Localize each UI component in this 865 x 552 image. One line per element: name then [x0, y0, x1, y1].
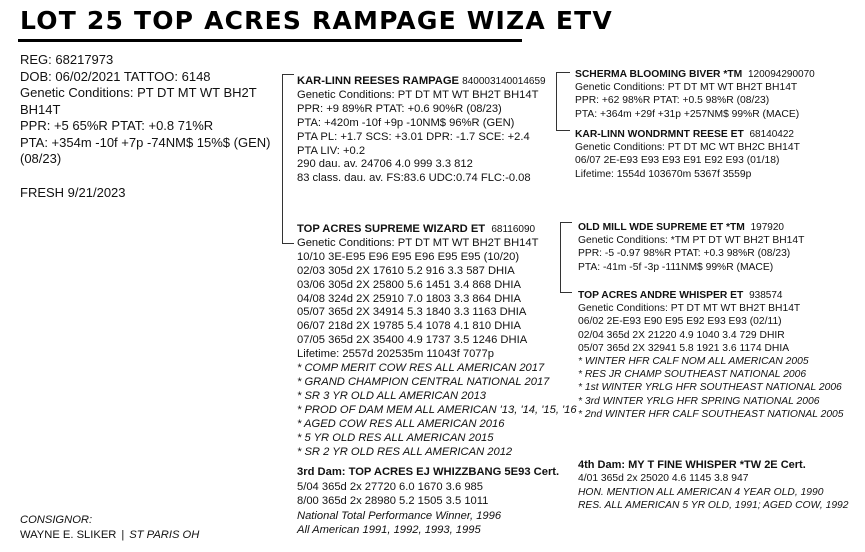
ppr-line: PPR: +5 65%R PTAT: +0.8 71%R [20, 118, 214, 133]
fourth-dam-heading: 4th Dam: MY T FINE WHISPER *TW 2E Cert. [578, 459, 806, 471]
third-dam-block [297, 465, 559, 538]
pedigree-connector [556, 72, 570, 73]
dam-sire-name-text: OLD MILL WDE SUPREME ET *TM [578, 222, 745, 233]
sire-line: PTA PL: +1.7 SCS: +3.01 DPR: -1.7 SCE: +2.4 [297, 130, 530, 143]
pedigree-connector [556, 72, 557, 130]
third-dam-note: National Total Performance Winner, 1996 [297, 509, 502, 522]
sire-line: Genetic Conditions: PT DT MT WT BH2T BH14T [297, 88, 539, 101]
sire-dam-line: 06/07 2E-E93 E93 E93 E91 E92 E93 (01/18) [575, 155, 780, 167]
sire-line: PPR: +9 89%R PTAT: +0.6 90%R (08/23) [297, 102, 502, 115]
dam-dam-honor: * 1st WINTER YRLG HFR SOUTHEAST NATIONAL 2006 [578, 382, 842, 394]
dam-sire-line: PPR: -5 -0.97 98%R PTAT: +0.3 98%R (08/23) [578, 248, 791, 260]
sire-dam-name [575, 128, 800, 141]
sire-sire-line: PPR: +62 98%R PTAT: +0.5 98%R (08/23) [575, 95, 770, 107]
dam-line: 10/10 3E-E95 E96 E95 E96 E95 E95 (10/20) [297, 250, 520, 263]
sire-line: PTA: +420m -10f +9p -10NM$ 96%R (GEN) [297, 116, 515, 129]
dam-sire-line: Genetic Conditions: *TM PT DT WT BH2T BH14T [578, 235, 805, 247]
dam-line: 07/05 365d 2X 35400 4.9 1737 3.5 1246 DHIA [297, 334, 528, 347]
dam-dam-reg: 938574 [749, 290, 783, 301]
dam-sire-line: PTA: -41m -5f -3p -111NM$ 99%R (MACE) [578, 261, 774, 273]
fourth-dam-note: HON. MENTION ALL AMERICAN 4 YEAR OLD, 1990 [578, 486, 824, 498]
dam-honor: * SR 2 YR OLD RES ALL AMERICAN 2012 [297, 445, 513, 458]
third-dam-note: All American 1991, 1992, 1993, 1995 [297, 524, 481, 537]
third-dam-heading: 3rd Dam: TOP ACRES EJ WHIZZBANG 5E93 Cert. [297, 466, 560, 478]
dam-sire-name [578, 221, 804, 234]
consignor-block [20, 513, 199, 543]
dam-honor: * SR 3 YR OLD ALL AMERICAN 2013 [297, 389, 487, 402]
dam-dam-honor: * 2nd WINTER HFR CALF SOUTHEAST NATIONAL 2005 [578, 408, 844, 420]
reg-number: REG: 68217973 [20, 52, 114, 67]
dam-honor: * PROD OF DAM MEM ALL AMERICAN '13, '14, '15, '16 [297, 403, 577, 416]
consignor-location: ST PARIS OH [129, 529, 200, 541]
dam-honor: * COMP MERIT COW RES ALL AMERICAN 2017 [297, 362, 545, 375]
dam-dam-line: 05/07 365d 2X 32941 5.8 1921 3.6 1174 DHIA [578, 342, 790, 354]
dam-line: 06/07 218d 2X 19785 5.4 1078 4.1 810 DHIA [297, 320, 521, 333]
sire-block [297, 75, 546, 186]
consignor-info [20, 528, 199, 543]
sire-sire-line: Genetic Conditions: PT DT MT WT BH2T BH14T [575, 82, 798, 94]
consignor-name: WAYNE E. SLIKER [20, 529, 117, 541]
dam-block [297, 223, 577, 459]
dam-line: Lifetime: 2557d 202535m 11043f 7077p [297, 348, 494, 361]
fresh-date: FRESH 9/21/2023 [20, 184, 126, 200]
dam-line: 05/07 365d 2X 34914 5.3 1840 3.3 1163 DHIA [297, 306, 527, 319]
dam-dam-honor: * 3rd WINTER YRLG HFR SPRING NATIONAL 2006 [578, 395, 820, 407]
dam-dam-line: Genetic Conditions: PT DT MT WT BH2T BH14T [578, 303, 801, 315]
dam-dam-line: 06/02 2E-E93 E90 E95 E92 E93 E93 (02/11) [578, 316, 782, 328]
sire-sire-line: PTA: +364m +29f +31p +257NM$ 99%R (MACE) [575, 108, 800, 120]
dam-dam-honor: * RES JR CHAMP SOUTHEAST NATIONAL 2006 [578, 369, 807, 381]
fourth-dam-line: 4/01 365d 2x 25020 4.6 1145 3.8 947 [578, 473, 749, 485]
dam-name [297, 223, 577, 237]
sire-sire-name [575, 68, 815, 81]
consignor-label: CONSIGNOR: [20, 514, 93, 526]
fourth-dam-block [578, 459, 849, 513]
dam-dam-honor: * WINTER HFR CALF NOM ALL AMERICAN 2005 [578, 356, 809, 368]
spacer [20, 168, 282, 185]
pedigree-connector [282, 74, 294, 75]
dam-dam-line: 02/04 365d 2X 21220 4.9 1040 3.4 729 DHIR [578, 329, 785, 341]
lot-title: LOT 25 TOP ACRES RAMPAGE WIZA ETV [20, 6, 613, 35]
pta-line: PTA: +354m -10f +7p -74NM$ 15%$ (GEN) (08/23) [20, 134, 271, 166]
dam-sire-reg: 197920 [750, 222, 784, 233]
sire-dam-line: Lifetime: 1554d 103670m 5367f 3559p [575, 168, 752, 180]
sire-sire-block [575, 68, 815, 121]
consignor-separator: | [121, 529, 125, 541]
sire-sire-reg: 120094290070 [747, 69, 815, 80]
dam-dam-block [578, 289, 844, 421]
fourth-dam-note: RES. ALL AMERICAN 5 YR OLD, 1991; AGED COW, 1992 [578, 500, 849, 512]
dam-line: Genetic Conditions: PT DT MT WT BH2T BH14T [297, 236, 539, 249]
genetic-conditions: Genetic Conditions: PT DT MT WT BH2T BH14T [20, 85, 257, 117]
dam-line: 04/08 324d 2X 25910 7.0 1803 3.3 864 DHIA [297, 292, 521, 305]
sire-dam-reg: 68140422 [749, 129, 794, 140]
dam-name-text: TOP ACRES SUPREME WIZARD ET [297, 223, 486, 235]
dob-tattoo: DOB: 06/02/2021 TATTOO: 6148 [20, 68, 211, 84]
dam-honor: * AGED COW RES ALL AMERICAN 2016 [297, 417, 505, 430]
dam-honor: * 5 YR OLD RES ALL AMERICAN 2015 [297, 431, 494, 444]
sire-reg: 840003140014659 [462, 76, 546, 87]
dam-dam-name-text: TOP ACRES ANDRE WHISPER ET [578, 290, 744, 301]
sire-dam-block [575, 128, 800, 181]
dam-dam-name [578, 289, 844, 302]
pedigree-connector [282, 243, 294, 244]
sire-line: 83 class. dau. av. FS:83.6 UDC:0.74 FLC:-0.08 [297, 172, 531, 185]
sire-dam-name-text: KAR-LINN WONDRMNT REESE ET [575, 129, 744, 140]
animal-info [20, 52, 282, 201]
sire-sire-name-text: SCHERMA BLOOMING BIVER *TM [575, 69, 743, 80]
third-dam-line: 8/00 365d 2x 28980 5.2 1505 3.5 1011 [297, 495, 489, 508]
pedigree-connector [282, 74, 283, 244]
third-dam-line: 5/04 365d 2x 27720 6.0 1670 3.6 985 [297, 480, 484, 493]
dam-reg: 68116090 [491, 224, 536, 235]
dam-line: 02/03 305d 2X 17610 5.2 916 3.3 587 DHIA [297, 264, 515, 277]
sire-dam-line: Genetic Conditions: PT DT MC WT BH2C BH14T [575, 142, 800, 154]
sire-line: 290 dau. av. 24706 4.0 999 3.3 812 [297, 158, 473, 171]
pedigree-connector [556, 130, 570, 131]
dam-sire-block [578, 221, 804, 274]
dam-line: 03/06 305d 2X 25800 5.6 1451 3.4 868 DHIA [297, 278, 521, 291]
dam-honor: * GRAND CHAMPION CENTRAL NATIONAL 2017 [297, 375, 550, 388]
sire-name [297, 75, 546, 89]
title-underline [18, 39, 522, 42]
sire-line: PTA LIV: +0.2 [297, 144, 366, 157]
sire-name-text: KAR-LINN REESES RAMPAGE [297, 75, 460, 87]
